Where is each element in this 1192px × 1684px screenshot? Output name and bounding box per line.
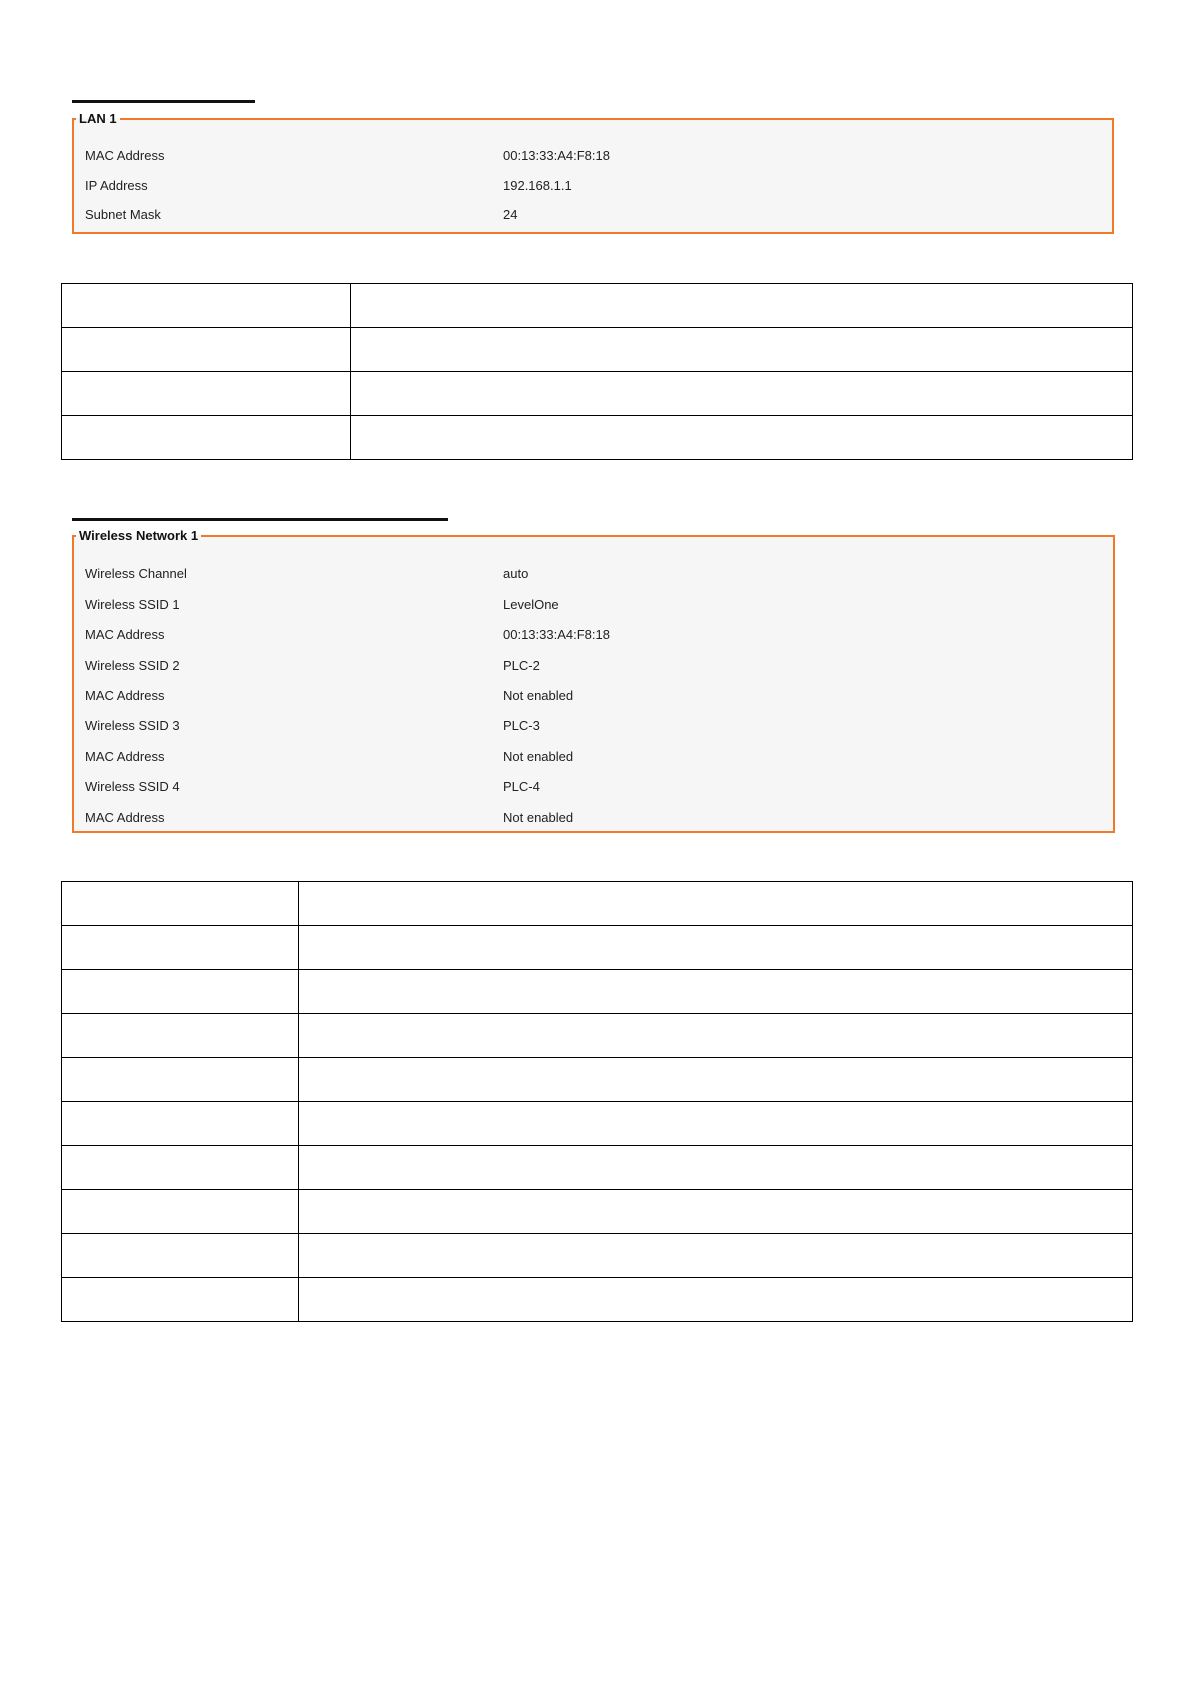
lan-panel-legend: LAN 1 xyxy=(79,111,117,126)
table-cell-term xyxy=(62,328,351,372)
wireless-row-mac3 xyxy=(85,748,1103,766)
table-cell-description xyxy=(299,1058,1133,1102)
table-cell-term xyxy=(62,1278,299,1322)
wireless-row-mac4 xyxy=(85,809,1103,827)
table-cell-description xyxy=(299,1234,1133,1278)
table-cell-term xyxy=(62,882,299,926)
wireless-row-ssid1 xyxy=(85,596,1103,614)
table-cell-term xyxy=(62,1102,299,1146)
wireless-ssid2-label: Wireless SSID 2 xyxy=(85,658,180,673)
table-cell-term xyxy=(62,1234,299,1278)
lan-row-subnet xyxy=(85,206,1102,224)
table-cell-description xyxy=(299,882,1133,926)
wireless-ssid2-value: PLC-2 xyxy=(503,658,540,673)
wireless-row-mac1 xyxy=(85,626,1103,644)
lan-ip-value: 192.168.1.1 xyxy=(503,178,572,193)
wireless-ssid4-label: Wireless SSID 4 xyxy=(85,779,180,794)
wireless-mac2-value: Not enabled xyxy=(503,688,574,703)
wireless-row-ssid4 xyxy=(85,778,1103,796)
table-cell-description xyxy=(351,284,1133,328)
wireless-row-channel xyxy=(85,565,1103,583)
table-row xyxy=(62,882,1133,926)
table-cell-term xyxy=(62,372,351,416)
table-cell-description xyxy=(299,1102,1133,1146)
lan-ip-label: IP Address xyxy=(85,178,148,193)
wireless-mac2-label: MAC Address xyxy=(85,688,165,703)
lan-mac-label: MAC Address xyxy=(85,148,165,163)
lan-subnet-label: Subnet Mask xyxy=(85,207,161,222)
table-cell-description xyxy=(299,1014,1133,1058)
wireless-heading-rule xyxy=(72,518,448,521)
wireless-row-mac2 xyxy=(85,687,1103,705)
lan-row-mac xyxy=(85,147,1102,165)
table-cell-description xyxy=(351,328,1133,372)
table-cell-term xyxy=(62,1146,299,1190)
table-row xyxy=(62,1190,1133,1234)
table-row xyxy=(62,284,1133,328)
lan-mac-value: 00:13:33:A4:F8:18 xyxy=(503,148,610,163)
wireless-mac1-value: 00:13:33:A4:F8:18 xyxy=(503,627,610,642)
table-row xyxy=(62,416,1133,460)
table-cell-term xyxy=(62,926,299,970)
wireless-panel xyxy=(72,529,1115,833)
table-row xyxy=(62,1014,1133,1058)
table-row xyxy=(62,328,1133,372)
table-cell-term xyxy=(62,1014,299,1058)
table-cell-description xyxy=(299,926,1133,970)
table-row xyxy=(62,1102,1133,1146)
wireless-ssid3-value: PLC-3 xyxy=(503,718,540,733)
table-cell-description xyxy=(351,372,1133,416)
lan-row-ip xyxy=(85,177,1102,195)
lan-subnet-value: 24 xyxy=(503,207,518,222)
table-row xyxy=(62,1234,1133,1278)
lan-heading-rule xyxy=(72,100,255,103)
table-cell-description xyxy=(299,1278,1133,1322)
wireless-channel-label: Wireless Channel xyxy=(85,566,187,581)
wireless-ssid4-value: PLC-4 xyxy=(503,779,540,794)
table-cell-term xyxy=(62,1190,299,1234)
table-row xyxy=(62,926,1133,970)
wireless-mac3-label: MAC Address xyxy=(85,749,165,764)
wireless-mac4-label: MAC Address xyxy=(85,810,165,825)
wireless-mac3-value: Not enabled xyxy=(503,749,574,764)
table-cell-description xyxy=(351,416,1133,460)
wireless-ssid1-value: LevelOne xyxy=(503,597,559,612)
table-row xyxy=(62,970,1133,1014)
wireless-description-table xyxy=(61,881,1133,1322)
table-row xyxy=(62,372,1133,416)
wireless-row-ssid2 xyxy=(85,657,1103,675)
lan-description-table xyxy=(61,283,1133,460)
table-cell-description xyxy=(299,1146,1133,1190)
wireless-row-ssid3 xyxy=(85,717,1103,735)
table-cell-description xyxy=(299,1190,1133,1234)
table-cell-term xyxy=(62,284,351,328)
wireless-mac1-label: MAC Address xyxy=(85,627,165,642)
lan-panel xyxy=(72,112,1114,234)
wireless-panel-legend: Wireless Network 1 xyxy=(79,528,199,543)
table-cell-description xyxy=(299,970,1133,1014)
wireless-ssid1-label: Wireless SSID 1 xyxy=(85,597,180,612)
table-cell-term xyxy=(62,416,351,460)
table-cell-term xyxy=(62,970,299,1014)
wireless-ssid3-label: Wireless SSID 3 xyxy=(85,718,180,733)
table-row xyxy=(62,1278,1133,1322)
wireless-mac4-value: Not enabled xyxy=(503,810,574,825)
table-cell-term xyxy=(62,1058,299,1102)
table-row xyxy=(62,1058,1133,1102)
table-row xyxy=(62,1146,1133,1190)
wireless-channel-value: auto xyxy=(503,566,529,581)
